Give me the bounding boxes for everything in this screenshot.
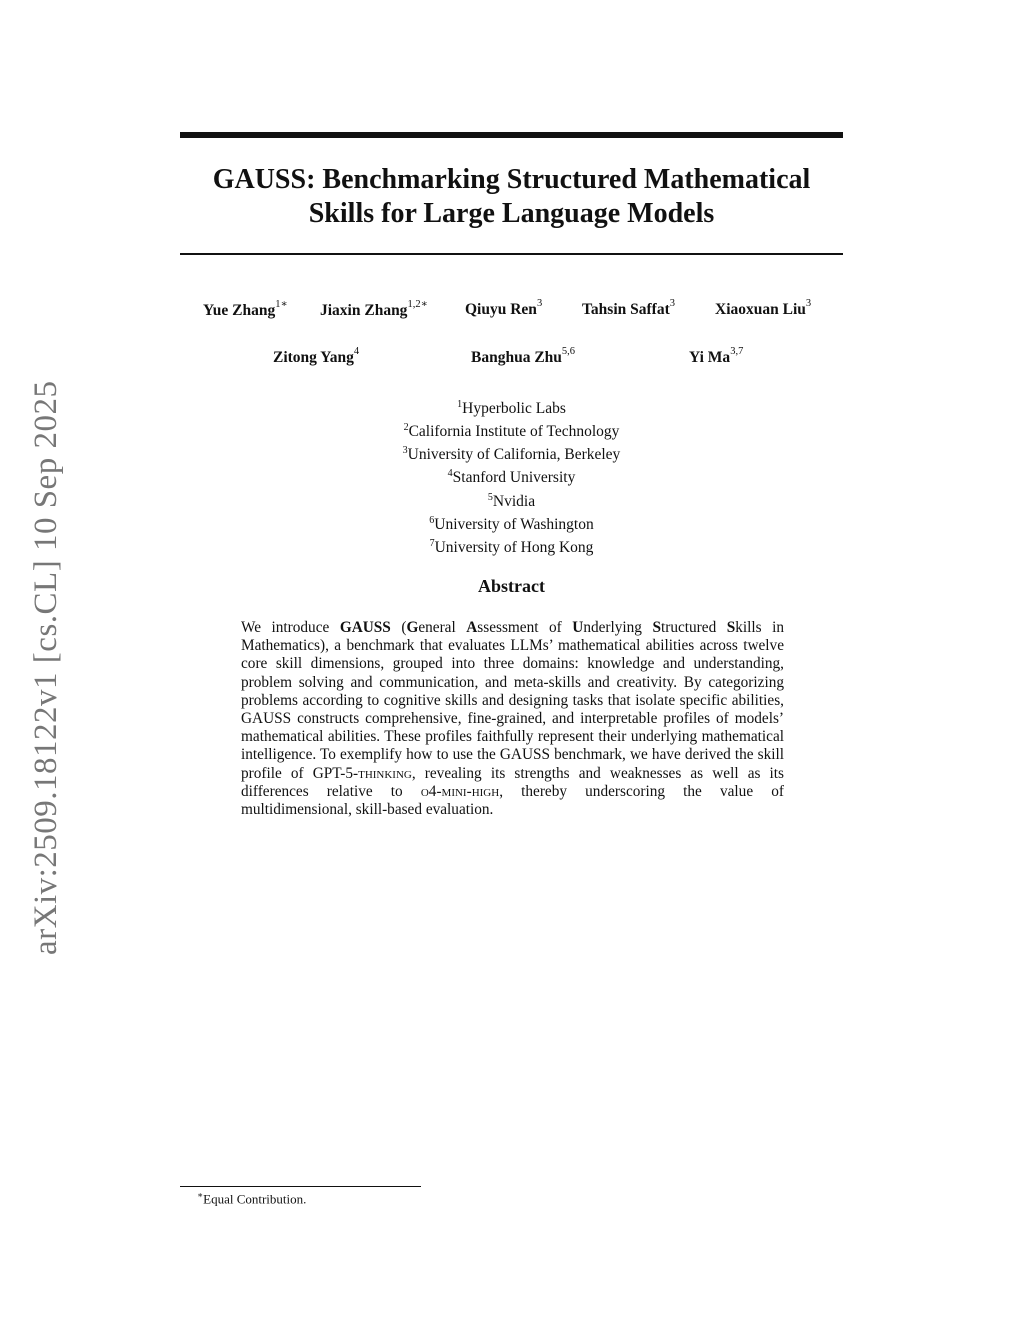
affiliations-list (180, 395, 843, 557)
author-yue-zhang: Yue Zhang$^{1∗}$ (203, 299, 288, 320)
author-zitong-yang: Zitong Yang$^4$ (273, 346, 360, 367)
affiliation-7: $^7$University of Hong Kong (429, 537, 594, 557)
affiliation-5: $^5$Nvidia (487, 491, 536, 510)
affiliation-3: $^3$University of California, Berkeley (402, 445, 621, 464)
title-bottom-rule (180, 253, 843, 255)
footnote-rule (180, 1186, 421, 1187)
abstract-text: We introduce GAUSS (General Assessment of Underlying Structured Skills in Mathematics), a benchmark that evaluates LLMs’ mathematical abilities across twelve core skill dimensions, grouped into three domains: knowledge and understanding, problem solving and communication, and meta-skills and creativity. By categorizing problems according to cognitive skills and designing tasks that isolate specific abilities, GAUSS constructs comprehensive, fine-grained, and interpretable profiles of models’ mathematical abilities. These profiles faithfully represent their underlying mathematical intelligence. To exemplify how to use the GAUSS benchmark, we have derived the skill profile of GPT-5-thinking, revealing its strengths and weaknesses as well as its differences relative to o4-mini-high, thereby underscoring the value of multidimensional, skill-based evaluation. (241, 619, 785, 819)
title-line-2: Skills for Large Language Models (308, 198, 715, 229)
author-banghua-zhu: Banghua Zhu$^{5,6}$ (471, 346, 576, 367)
author-jiaxin-zhang: Jiaxin Zhang$^{1,2∗}$ (320, 299, 428, 320)
author-yi-ma: Yi Ma$^{3,7}$ (689, 346, 744, 367)
arxiv-identifier-stamp: arXiv:2509.18122v1 [cs.CL] 10 Sep 2025 (28, 380, 64, 955)
title-top-rule (180, 132, 843, 138)
paper-title (180, 163, 843, 231)
author-qiuyu-ren: Qiuyu Ren$^3$ (465, 298, 543, 319)
author-xiaoxuan-liu: Xiaoxuan Liu$^3$ (715, 298, 812, 319)
abstract-heading: Abstract (478, 576, 545, 596)
affiliation-6: $^6$University of Washington (429, 514, 594, 533)
affiliation-4: $^4$Stanford University (447, 468, 576, 487)
footnote: ∗Equal Contribution. (197, 1190, 307, 1207)
author-tahsin-saffat: Tahsin Saffat$^3$ (582, 298, 675, 319)
affiliation-2: $^2$California Institute of Technology (403, 422, 620, 441)
title-line-1: GAUSS: Benchmarking Structured Mathematical (212, 164, 811, 195)
affiliation-1: $^1$Hyperbolic Labs (457, 399, 566, 418)
